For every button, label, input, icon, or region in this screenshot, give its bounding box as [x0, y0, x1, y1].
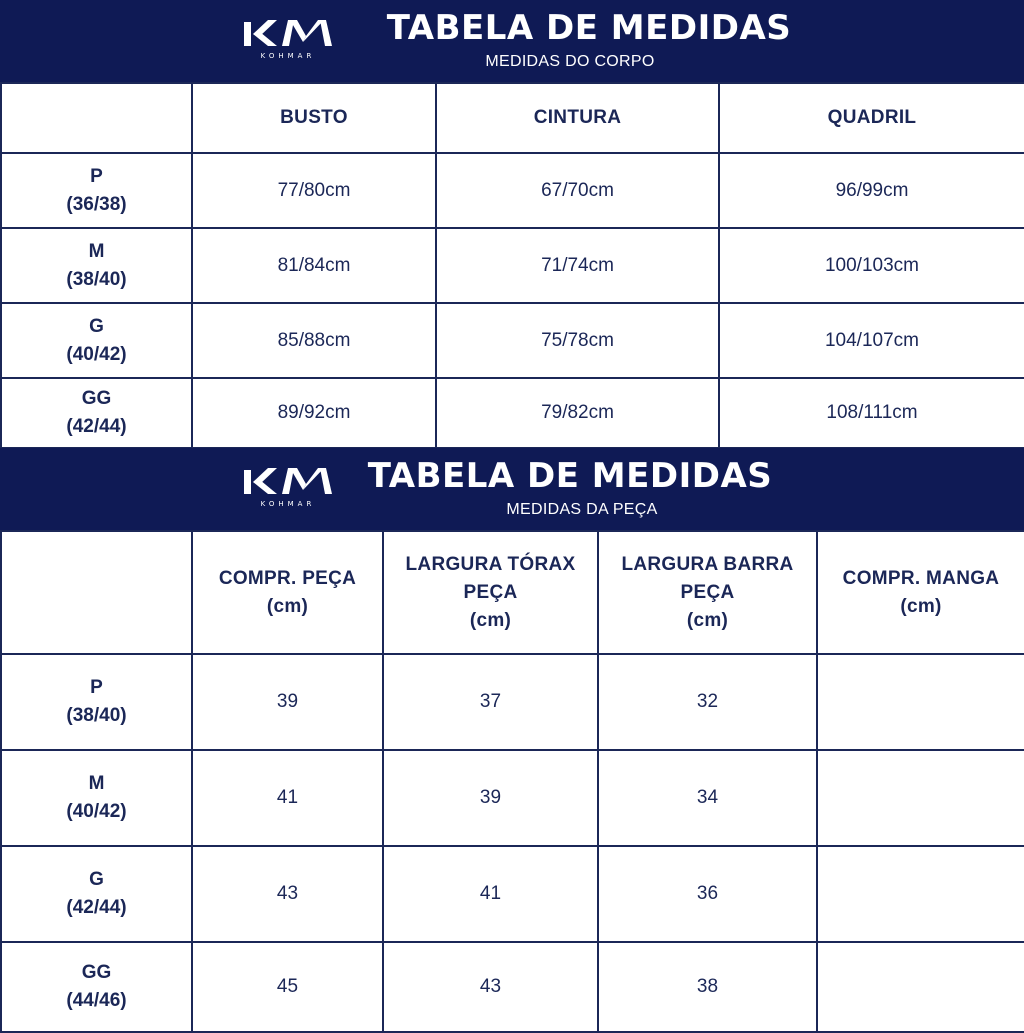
column-header-compr-peca — [192, 531, 383, 654]
compr-manga-cell — [817, 846, 1024, 942]
size-range: (38/40) — [66, 268, 127, 290]
table-row — [1, 654, 1024, 750]
largura-torax-cell: 41 — [383, 846, 598, 942]
column-header-size — [1, 531, 192, 654]
size-label: M — [88, 240, 105, 262]
size-label: P — [90, 677, 103, 698]
column-header-line: (cm) — [266, 595, 309, 617]
largura-barra-cell: 38 — [598, 942, 817, 1032]
table-row — [1, 378, 1024, 448]
column-header-line: (cm) — [469, 609, 512, 631]
header-band-piece — [0, 448, 1024, 530]
table-row — [1, 942, 1024, 1032]
column-header-largura-torax — [383, 531, 598, 654]
largura-torax-cell: 37 — [383, 654, 598, 750]
compr-peca-cell: 45 — [192, 942, 383, 1032]
busto-cell: 85/88cm — [192, 303, 436, 378]
size-cell — [1, 654, 192, 750]
column-header-line: COMPR. MANGA — [842, 567, 1000, 589]
size-range: (42/44) — [66, 416, 127, 437]
size-cell — [1, 303, 192, 378]
quadril-cell: 100/103cm — [719, 228, 1024, 303]
size-range: (42/44) — [66, 897, 127, 918]
brand-wordmark: KOHMAR — [260, 500, 316, 508]
table-header-row — [1, 531, 1024, 654]
compr-manga-cell — [817, 654, 1024, 750]
size-label: M — [88, 773, 105, 794]
column-header-line: LARGURA BARRA — [621, 553, 794, 575]
header-band-body — [0, 0, 1024, 82]
column-header-quadril: QUADRIL — [719, 83, 1024, 153]
size-range: (44/46) — [66, 990, 127, 1011]
size-cell — [1, 378, 192, 448]
compr-peca-cell: 41 — [192, 750, 383, 846]
largura-torax-cell: 43 — [383, 942, 598, 1032]
size-label: GG — [81, 962, 112, 983]
column-header-line: LARGURA TÓRAX — [405, 553, 576, 575]
column-header-line: PEÇA — [463, 581, 518, 603]
column-header-size — [1, 83, 192, 153]
cintura-cell: 67/70cm — [436, 153, 719, 228]
column-header-busto: BUSTO — [192, 83, 436, 153]
cintura-cell: 79/82cm — [436, 378, 719, 448]
column-header-line: (cm) — [900, 595, 942, 617]
size-cell — [1, 942, 192, 1032]
size-label: G — [89, 869, 104, 890]
size-range: (36/38) — [66, 193, 127, 215]
column-header-largura-barra — [598, 531, 817, 654]
quadril-cell: 104/107cm — [719, 303, 1024, 378]
size-range: (40/42) — [66, 801, 127, 822]
body-measurements-table — [0, 82, 1024, 449]
size-cell — [1, 153, 192, 228]
piece-measurements-table — [0, 530, 1024, 1033]
largura-barra-cell: 36 — [598, 846, 817, 942]
quadril-cell: 108/111cm — [719, 378, 1024, 448]
largura-barra-cell: 32 — [598, 654, 817, 750]
largura-torax-cell: 39 — [383, 750, 598, 846]
brand-wordmark: KOHMAR — [260, 52, 316, 60]
column-header-line: PEÇA — [680, 581, 735, 603]
size-range: (38/40) — [66, 705, 127, 726]
compr-manga-cell — [817, 942, 1024, 1032]
table-row — [1, 303, 1024, 378]
size-label: G — [89, 315, 104, 337]
compr-peca-cell: 39 — [192, 654, 383, 750]
column-header-cintura: CINTURA — [436, 83, 719, 153]
size-cell — [1, 750, 192, 846]
size-cell — [1, 846, 192, 942]
size-range: (40/42) — [66, 343, 127, 365]
largura-barra-cell: 34 — [598, 750, 817, 846]
size-cell — [1, 228, 192, 303]
cintura-cell: 71/74cm — [436, 228, 719, 303]
table-row — [1, 846, 1024, 942]
column-header-line: (cm) — [686, 609, 729, 631]
column-header-compr-manga — [817, 531, 1024, 654]
table-row — [1, 228, 1024, 303]
busto-cell: 81/84cm — [192, 228, 436, 303]
table-row — [1, 153, 1024, 228]
compr-manga-cell — [817, 750, 1024, 846]
page-title: TABELA DE MEDIDAS — [386, 8, 792, 48]
busto-cell: 77/80cm — [192, 153, 436, 228]
page-subtitle: MEDIDAS DO CORPO — [485, 53, 655, 70]
size-label: P — [90, 165, 103, 187]
table-row — [1, 750, 1024, 846]
section-subtitle: MEDIDAS DA PEÇA — [506, 501, 658, 518]
cintura-cell: 75/78cm — [436, 303, 719, 378]
busto-cell: 89/92cm — [192, 378, 436, 448]
table-header-row — [1, 83, 1024, 153]
quadril-cell: 96/99cm — [719, 153, 1024, 228]
column-header-line: COMPR. PEÇA — [218, 567, 357, 589]
section-title: TABELA DE MEDIDAS — [367, 456, 773, 496]
compr-peca-cell: 43 — [192, 846, 383, 942]
size-label: GG — [81, 388, 112, 409]
